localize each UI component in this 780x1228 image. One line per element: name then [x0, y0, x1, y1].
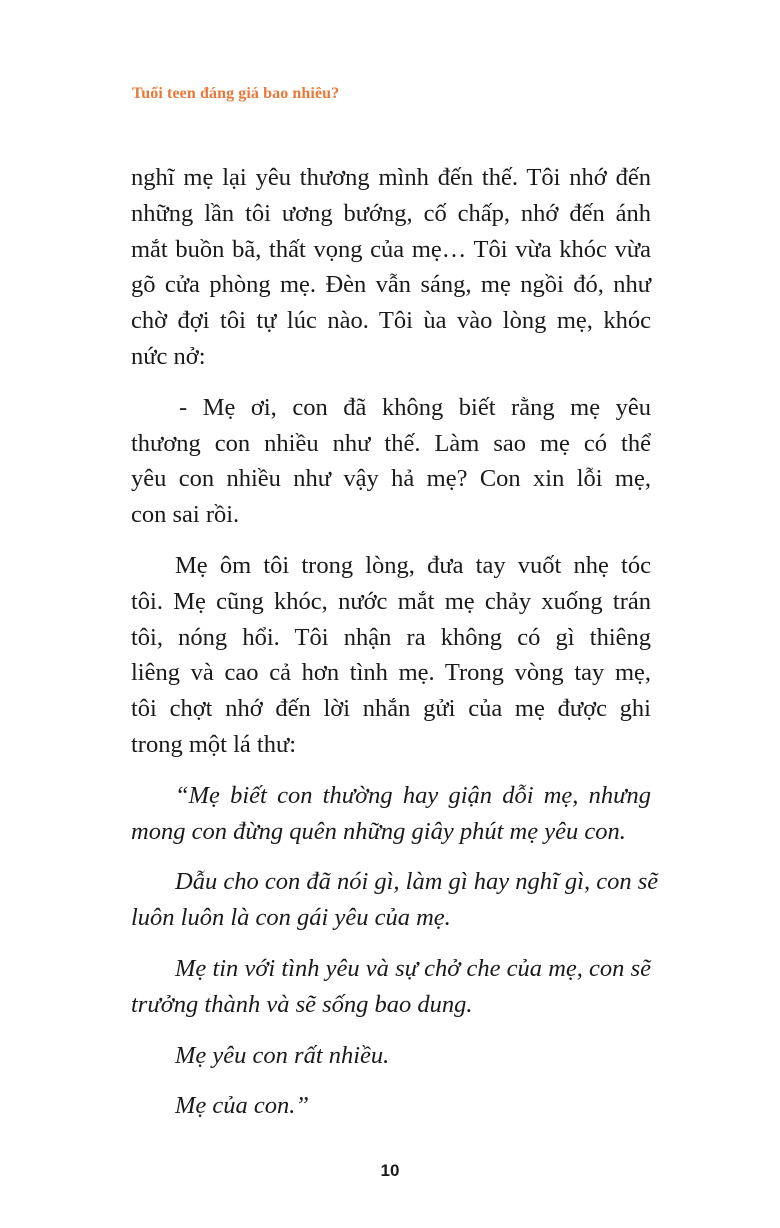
- text-line: Mẹ ôm tôi trong lòng, đưa tay vuốt nhẹ tóc: [175, 551, 651, 579]
- text-line: chờ đợi tôi tự lúc nào. Tôi ùa vào lòng mẹ, khóc: [131, 307, 651, 335]
- text-line: Mẹ của con.”: [175, 1092, 310, 1120]
- letter-paragraph-1: [131, 778, 651, 850]
- text-line: liêng và cao cả hơn tình mẹ. Trong vòng tay mẹ,: [131, 659, 651, 687]
- text-line: tôi chợt nhớ đến lời nhắn gửi của mẹ được ghi: [131, 695, 651, 723]
- text-line: Mẹ yêu con rất nhiều.: [175, 1041, 390, 1069]
- letter-paragraph-2: [131, 864, 659, 936]
- text-line: trưởng thành và sẽ sống bao dung.: [131, 990, 473, 1018]
- text-line: tôi. Mẹ cũng khóc, nước mắt mẹ chảy xuống trán: [131, 587, 651, 615]
- text-line: mắt buồn bã, thất vọng của mẹ… Tôi vừa khóc vừa: [131, 235, 651, 263]
- text-line: mong con đừng quên những giây phút mẹ yêu con.: [131, 817, 626, 845]
- letter-paragraph-3: [131, 951, 651, 1023]
- page-number: 10: [380, 1161, 400, 1180]
- text-line: luôn luôn là con gái yêu của mẹ.: [131, 904, 451, 932]
- text-line: - Mẹ ơi, con đã không biết rằng mẹ yêu: [179, 393, 651, 421]
- running-header: Tuổi teen đáng giá bao nhiêu?: [132, 85, 340, 102]
- text-line: trong một lá thư:: [131, 730, 297, 758]
- letter-signature: [131, 1088, 651, 1124]
- text-line: những lần tôi ương bướng, cố chấp, nhớ đến ánh: [131, 199, 651, 227]
- text-line: Dẫu cho con đã nói gì, làm gì hay nghĩ gì, con sẽ: [175, 868, 659, 896]
- paragraph-3: [131, 548, 651, 763]
- text-line: con sai rồi.: [131, 501, 240, 529]
- text-line: tôi, nóng hổi. Tôi nhận ra không có gì thiêng: [131, 623, 651, 651]
- text-line: nghĩ mẹ lại yêu thương mình đến thế. Tôi nhớ đến: [131, 164, 651, 191]
- text-line: Mẹ tin với tình yêu và sự chở che của mẹ, con sẽ: [175, 954, 651, 982]
- paragraph-1: [131, 160, 651, 375]
- page-body: [131, 160, 659, 1124]
- paragraph-2-dialogue: [131, 390, 651, 533]
- text-line: “Mẹ biết con thường hay giận dỗi mẹ, nhưng: [175, 781, 651, 809]
- letter-paragraph-4: [131, 1038, 651, 1074]
- text-line: nức nở:: [131, 342, 206, 370]
- text-line: yêu con nhiều như vậy hả mẹ? Con xin lỗi mẹ,: [131, 465, 651, 493]
- text-line: thương con nhiều như thế. Làm sao mẹ có thể: [131, 429, 651, 457]
- text-line: gõ cửa phòng mẹ. Đèn vẫn sáng, mẹ ngồi đó, như: [131, 271, 651, 299]
